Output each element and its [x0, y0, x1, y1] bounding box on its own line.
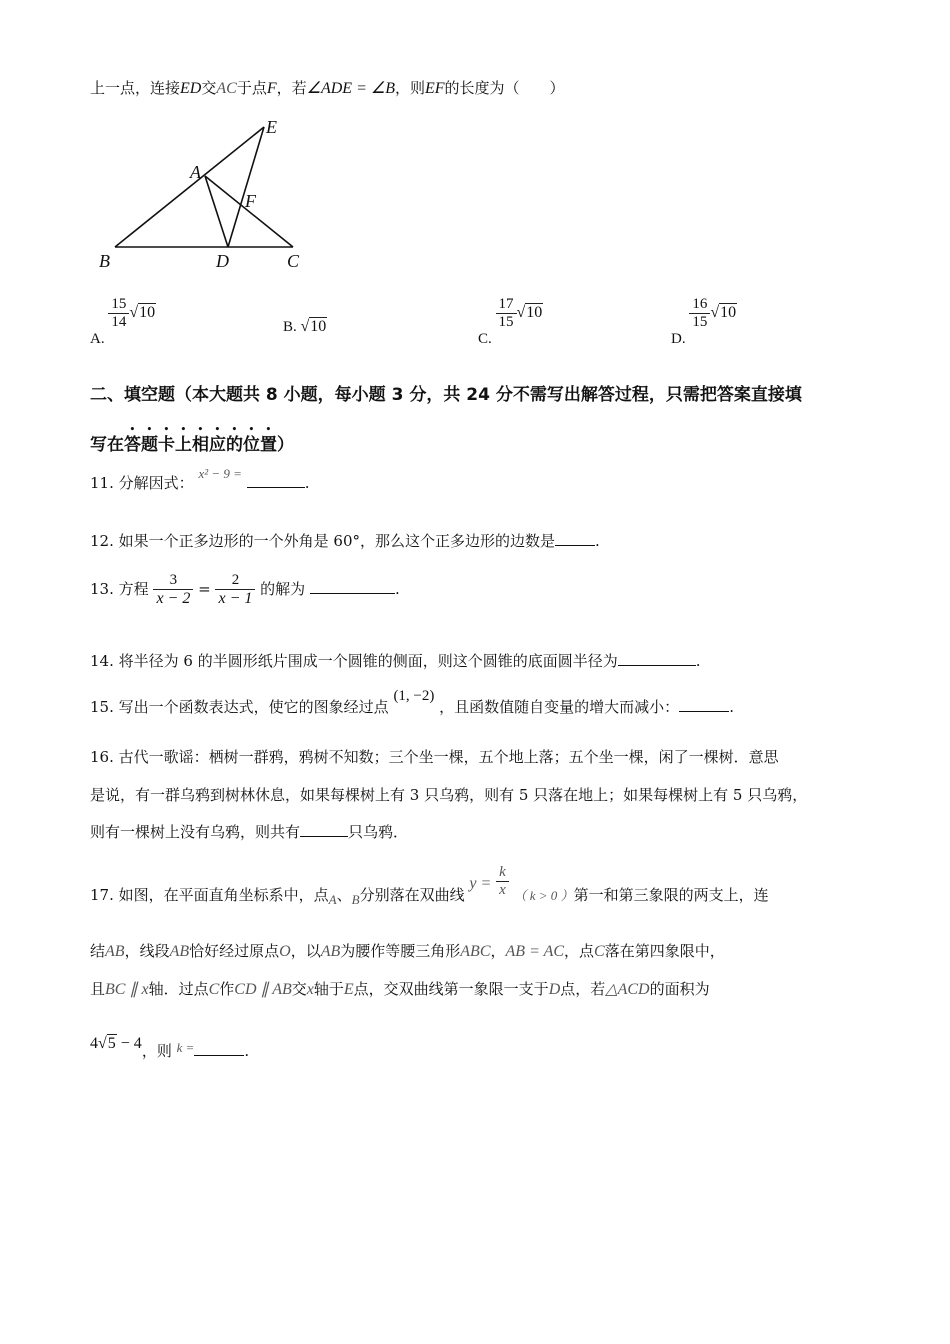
question-10-stem-tail: 上一点，连接ED交AC于点F，若∠ADE = ∠B，则EF的长度为（ ）	[90, 79, 565, 97]
answer-blank[interactable]	[247, 473, 305, 488]
question-17-line3: 且BC ∥ x轴．过点C作CD ∥ AB交x轴于E点，交双曲线第一象限一支于D点，若△ACD的面积为	[90, 980, 710, 998]
area-expression: 4√5 − 4	[90, 1035, 142, 1052]
option-b[interactable]: B. √10	[283, 318, 327, 335]
option-d[interactable]: D. $\frac{16}{15}$ √10	[671, 296, 737, 347]
question-15: 15. 写出一个函数表达式，使它的图象经过点 (1, −2) ，且函数值随自变量的增大而减小： .	[90, 688, 734, 716]
question-16-line1: 16. 古代一歌谣：栖树一群鸦，鸦树不知数；三个坐一棵，五个地上落；五个坐一棵，闲了一棵树．意思	[90, 748, 779, 766]
answer-blank[interactable]	[310, 579, 395, 594]
label-a: A	[190, 162, 201, 182]
section-heading-line1: 二、填空题（本大题共 8 小题，每小题 3 分，共 24 分不需写出解答过程，只需把答案直接填	[90, 385, 802, 405]
label-b: B	[99, 251, 110, 271]
question-12: 12. 如果一个正多边形的一个外角是 60°，那么这个正多边形的边数是 .	[90, 532, 600, 550]
option-a[interactable]: A. $\frac{15}{14}$ √10	[90, 296, 156, 347]
segment-ad	[205, 176, 228, 247]
segment-ac	[205, 176, 293, 247]
question-11: 11. 分解因式： x² − 9 = .	[90, 466, 310, 492]
sqrt: √10	[300, 318, 327, 335]
answer-blank[interactable]	[618, 651, 696, 666]
fraction: $\frac{15}{14}$	[108, 296, 129, 331]
question-17-line4: 4√5 − 4，则 k = .	[90, 1035, 250, 1060]
answer-blank[interactable]	[679, 697, 729, 712]
fraction: $\frac{k}{x}$	[496, 864, 509, 899]
segment-be	[115, 127, 264, 247]
answer-blank[interactable]	[300, 822, 348, 837]
fraction: $\frac{3}{x - 2}$	[153, 572, 193, 608]
question-14: 14. 将半径为 6 的半圆形纸片围成一个圆锥的侧面，则这个圆锥的底面圆半径为 .	[90, 652, 701, 670]
triangle-figure	[95, 115, 325, 275]
question-13: 13. 方程 $\frac{3}{x - 2}$ = $\frac{2}{x - 1}$ 的解为 .	[90, 572, 400, 607]
label-e: E	[266, 117, 277, 137]
question-17-line2: 结AB，线段AB恰好经过原点O，以AB为腰作等腰三角形ABC，AB = AC，点C落在第四象限中，	[90, 942, 725, 960]
option-c[interactable]: C. $\frac{17}{15}$ √10	[478, 296, 543, 347]
sqrt: √10	[710, 303, 737, 321]
label-c: C	[287, 251, 300, 271]
answer-blank[interactable]	[194, 1041, 244, 1056]
segment-de	[228, 127, 264, 247]
sqrt: √10	[516, 303, 543, 321]
sqrt: √10	[129, 303, 156, 321]
section-heading-line2: 写在答题卡上相应的位置）	[90, 435, 294, 455]
answer-blank[interactable]	[555, 531, 595, 546]
label-f: F	[245, 191, 256, 211]
label-d: D	[216, 251, 229, 271]
question-17-line1: 17. 如图，在平面直角坐标系中，点A、B分别落在双曲线 y = $\frac{k}{x}$ （ k > 0 ）第一和第三象限的两支上，连	[90, 864, 769, 907]
question-16-line2: 是说，有一群乌鸦到树林休息，如果每棵树上有 3 只乌鸦，则有 5 只落在地上；如果每棵树上有 5 只乌鸦，	[90, 786, 808, 804]
fraction: $\frac{16}{15}$	[689, 296, 710, 331]
fraction: $\frac{17}{15}$	[496, 296, 517, 331]
question-16-line3: 则有一棵树上没有乌鸦，则共有 只乌鸦．	[90, 823, 409, 841]
fraction: $\frac{2}{x - 1}$	[215, 572, 255, 608]
